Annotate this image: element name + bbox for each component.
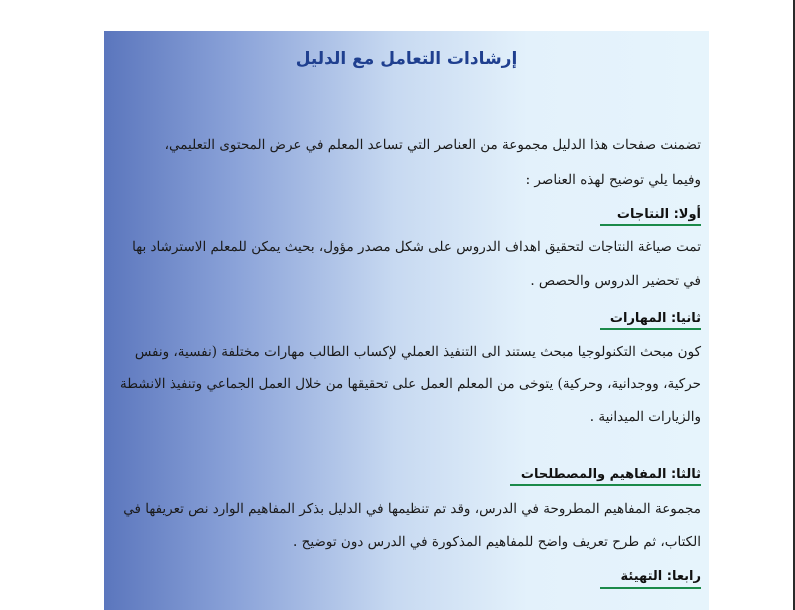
concepts-line-1: مجموعة المفاهيم المطروحة في الدرس، وقد تم تنظيمها في الدليل بذكر المفاهيم الوارد نص تعريفها في — [123, 501, 701, 517]
skills-line-1: كون مبحث التكنولوجيا مبحث يستند الى التنفيذ العملي لإكساب الطالب مهارات مختلفة (نفسية، ونفس — [134, 344, 701, 360]
section-heading-warmup-underline — [600, 587, 701, 589]
concepts-line-2: الكتاب، ثم طرح تعريف واضح للمفاهيم المذكورة في الدرس دون توضيح . — [293, 534, 701, 550]
intro-line-2: وفيما يلي توضيح لهذه العناصر : — [525, 172, 701, 188]
skills-line-3: والزيارات الميدانية . — [589, 409, 701, 425]
section-heading-warmup: رابعا: التهيئة — [620, 569, 701, 584]
section-heading-outcomes-underline — [600, 224, 701, 226]
skills-line-2: حركية، ووجدانية، وحركية) يتوخى من المعلم العمل على تحقيقها من خلال العمل الجماعي وتنفيذ الانشطة — [119, 376, 701, 392]
section-heading-concepts-underline — [510, 484, 701, 486]
outcomes-line-1: تمت صياغة النتاجات لتحقيق اهداف الدروس على شكل مصدر مؤول، بحيث يمكن للمعلم الاسترشاد بها — [132, 239, 701, 255]
document-page — [104, 31, 709, 610]
section-heading-concepts: ثالثا: المفاهيم والمصطلحات — [520, 467, 701, 482]
section-heading-skills: ثانيا: المهارات — [609, 311, 701, 326]
intro-line-1: تضمنت صفحات هذا الدليل مجموعة من العناصر التي تساعد المعلم في عرض المحتوى التعليمي، — [164, 137, 701, 153]
outcomes-line-2: في تحضير الدروس والحصص . — [530, 273, 701, 289]
page-title: إرشادات التعامل مع الدليل — [295, 49, 518, 69]
section-heading-outcomes: أولا: النتاجات — [616, 207, 701, 222]
section-heading-skills-underline — [600, 328, 701, 330]
